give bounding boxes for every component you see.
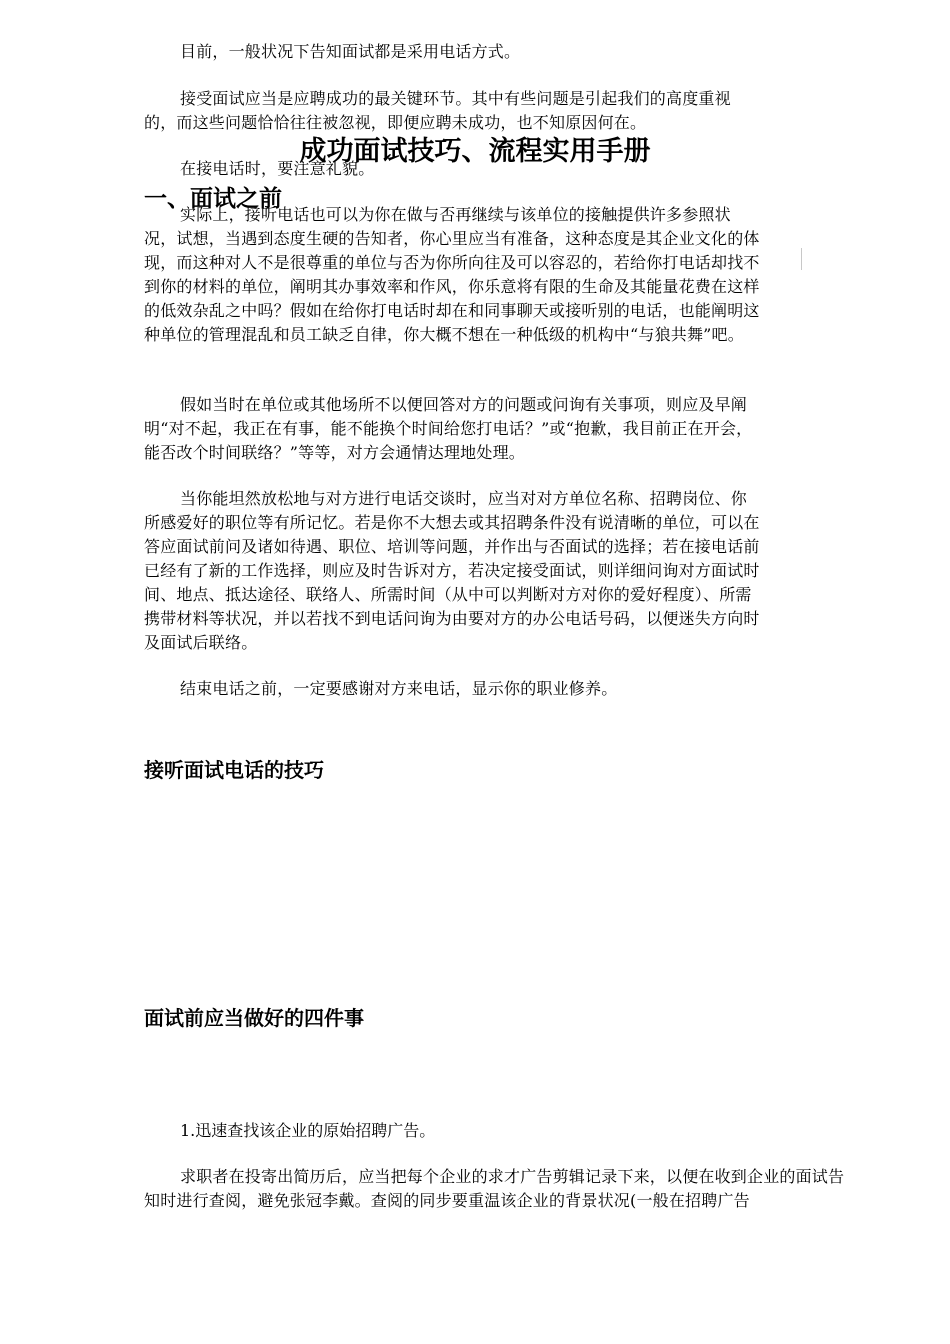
divider-mark [801, 248, 802, 270]
subsection-heading: 接听面试电话的技巧 [144, 758, 324, 782]
paragraph: 在接电话时，要注意礼貌。 [180, 159, 375, 178]
section-heading: 一、面试之前 [144, 185, 282, 212]
document-title: 成功面试技巧、流程实用手册 [299, 136, 651, 167]
paragraph: 接受面试应当是应聘成功的最关键环节。其中有些问题是引起我们的高度重视的，而这些问题恰恰往往被忽视，即便应聘未成功，也不知原因何在。 [144, 89, 731, 132]
paragraph: 实际上，接听电话也可以为你在做与否再继续与该单位的接触提供许多参照状况，试想，当遇到态度生硬的告知者，你心里应当有准备，这种态度是其企业文化的体现，而这种对人不是很尊重的单位与否为你所向往及可以容忍的，若给你打电话却找不到你的材料的单位，阐明其办事效率和作风，你乐意将有限的生命及其能量花费在这样的低效杂乱之中吗？假如在给你打电话时却在和同事聊天或接听别的电话，也能阐明这种单位的管理混乱和员工缺乏自律，你大概不想在一种低级的机构中“与狼共舞”吧。 [144, 205, 760, 344]
paragraph: 当你能坦然放松地与对方进行电话交谈时，应当对对方单位名称、招聘岗位、你所感爱好的职位等有所记忆。若是你不大想去或其招聘条件没有说清晰的单位，可以在答应面试前问及诸如待遇、职位、培训等问题，并作出与否面试的选择；若在接电话前已经有了新的工作选择，则应及时告诉对方，若决定接受面试，则详细问询对方面试时间、地点、抵达途径、联络人、所需时间（从中可以判断对方对你的爱好程度）、所需携带材料等状况，并以若找不到电话问询为由要对方的办公电话号码，以便迷失方向时及面试后联络。 [144, 489, 760, 652]
paragraph: 假如当时在单位或其他场所不以便回答对方的问题或问询有关事项，则应及早阐明“对不起，我正在有事，能不能换个时间给您打电话？”或“抱歉，我目前正在开会，能否改个时间联络？”等等，对方会通情达理地处理。 [144, 395, 753, 462]
paragraph: 结束电话之前，一定要感谢对方来电话，显示你的职业修养。 [180, 679, 618, 698]
paragraph: 求职者在投寄出简历后，应当把每个企业的求才广告剪辑记录下来，以便在收到企业的面试告知时进行查阅，避免张冠李戴。查阅的同步要重温该企业的背景状况(一般在招聘广告 [144, 1167, 845, 1210]
list-item: 1.迅速查找该企业的原始招聘广告。 [180, 1121, 436, 1140]
paragraph: 目前，一般状况下告知面试都是采用电话方式。 [180, 42, 521, 61]
subsection-heading: 面试前应当做好的四件事 [144, 1006, 364, 1030]
